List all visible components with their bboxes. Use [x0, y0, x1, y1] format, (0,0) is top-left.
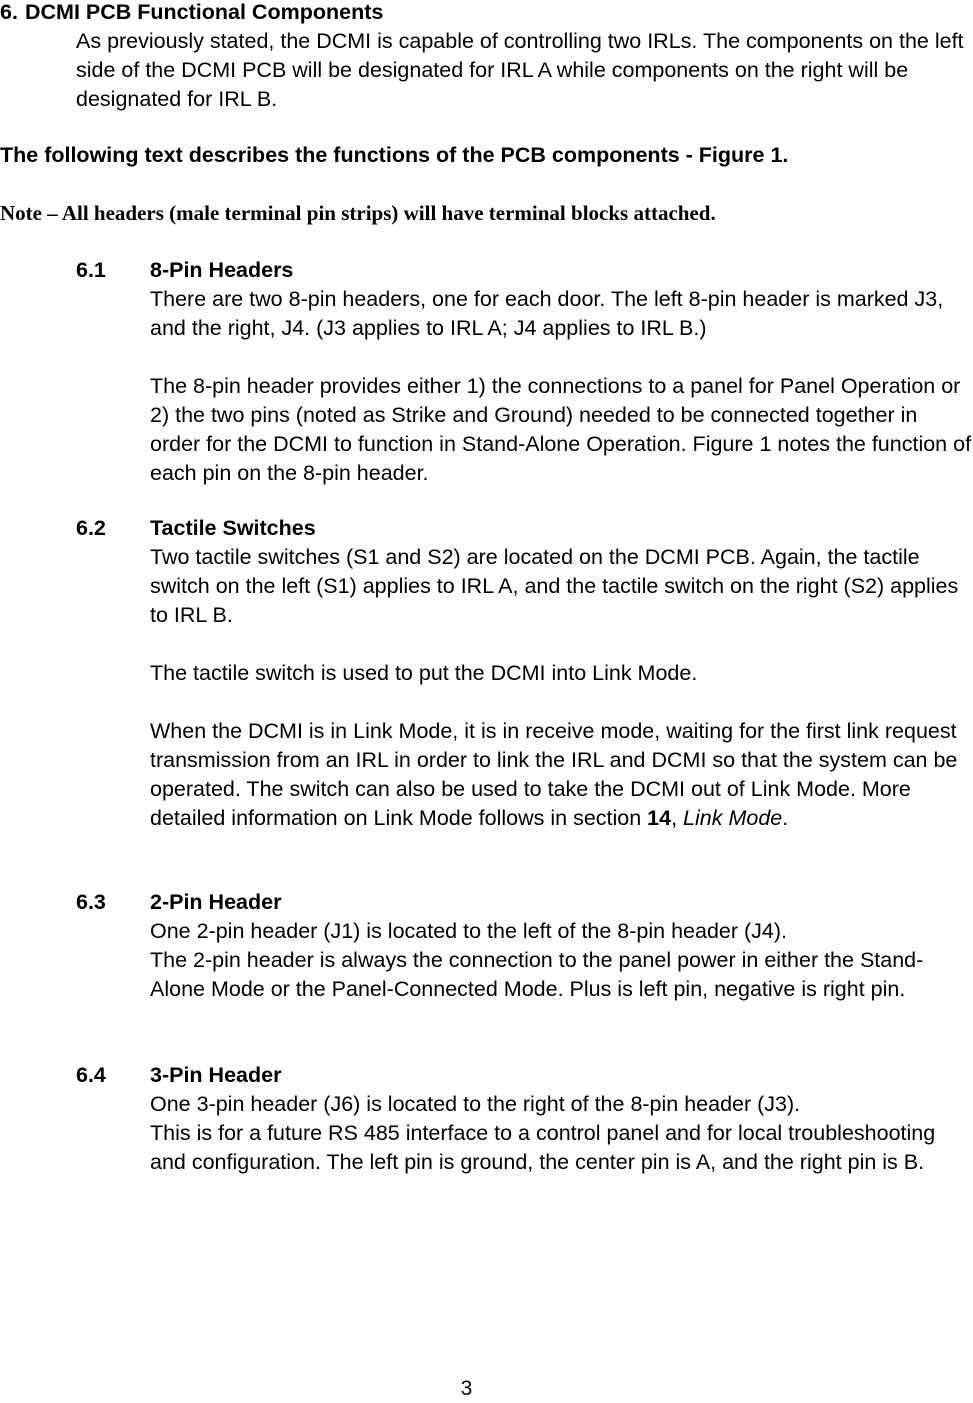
- section-reference-name: Link Mode: [683, 806, 783, 830]
- subsection-number: 6.3: [76, 890, 106, 914]
- subsection-8-pin-headers: [0, 256, 973, 488]
- paragraph-text: When the DCMI is in Link Mode, it is in receive mode, waiting for the first link request transmission from an IRL in order to link the IRL and DCMI so that the system can be operated. The switch can also be used to take the DCMI out of Link Mode. More detailed information on Link Mode follows in section: [150, 719, 958, 830]
- note: Note – All headers (male terminal pin strips) will have terminal blocks attached.: [0, 201, 716, 225]
- subsection-number: 6.4: [76, 1063, 106, 1087]
- line: This is for a future RS 485 interface to a control panel and for local troubleshooting and configuration. The left pin is ground, the center pin is A, and the right pin is B.: [150, 1121, 936, 1174]
- line: One 3-pin header (J6) is located to the right of the 8-pin header (J3).: [150, 1092, 801, 1116]
- subsection-3-pin-header: [0, 1061, 973, 1177]
- subsection-heading: [0, 514, 973, 543]
- paragraph: Two tactile switches (S1 and S2) are located on the DCMI PCB. Again, the tactile switch on the left (S1) applies to IRL A, and the tactile switch on the right (S2) applies to IRL B.: [150, 545, 959, 627]
- subsection-body: [150, 543, 973, 833]
- section-heading: [0, 0, 383, 27]
- lead-sentence: The following text describes the functions of the PCB components - Figure 1.: [0, 143, 789, 167]
- paragraph-link-mode: [150, 717, 973, 833]
- subsection-number: 6.1: [76, 258, 106, 282]
- subsection-title: 2-Pin Header: [150, 890, 282, 914]
- subsection-heading: [0, 1061, 973, 1090]
- subsection-heading: [0, 888, 973, 917]
- paragraph: There are two 8-pin headers, one for each door. The left 8-pin header is marked J3, and the right, J4. (J3 applies to IRL A; J4 applies to IRL B.): [150, 287, 944, 340]
- subsection-title: Tactile Switches: [150, 516, 316, 540]
- paragraph: The tactile switch is used to put the DCMI into Link Mode.: [150, 661, 698, 685]
- subsection-body: [150, 285, 973, 488]
- subsection-tactile-switches: [0, 514, 973, 833]
- subsection-title: 3-Pin Header: [150, 1063, 282, 1087]
- separator: ,: [671, 806, 684, 830]
- page-number: 3: [460, 1377, 473, 1400]
- subsection-title: 8-Pin Headers: [150, 258, 294, 282]
- line: The 2-pin header is always the connection to the panel power in either the Stand-Alone Mode or the Panel-Connected Mode. Plus is left pin, negative is right pin.: [150, 948, 924, 1001]
- subsection-number: 6.2: [76, 516, 106, 540]
- section-number: 6.: [0, 0, 18, 24]
- section-reference-number: 14: [647, 806, 672, 830]
- line: One 2-pin header (J1) is located to the left of the 8-pin header (J4).: [150, 919, 788, 943]
- paragraph-end: .: [782, 806, 789, 830]
- subsection-body: [150, 1090, 973, 1177]
- section-intro: As previously stated, the DCMI is capable of controlling two IRLs. The components on the left side of the DCMI PCB will be designated for IRL A while components on the right will be designated for IRL B.: [76, 29, 964, 111]
- subsection-heading: [0, 256, 973, 285]
- subsection-2-pin-header: [0, 888, 973, 1004]
- subsection-body: [150, 917, 973, 1004]
- section-title: DCMI PCB Functional Components: [25, 0, 384, 24]
- paragraph: The 8-pin header provides either 1) the connections to a panel for Panel Operation or 2) the two pins (noted as Strike and Ground) needed to be connected together in order for the DCMI to function in Stand-Alone Operation. Figure 1 notes the function of each pin on the 8-pin header.: [150, 374, 972, 485]
